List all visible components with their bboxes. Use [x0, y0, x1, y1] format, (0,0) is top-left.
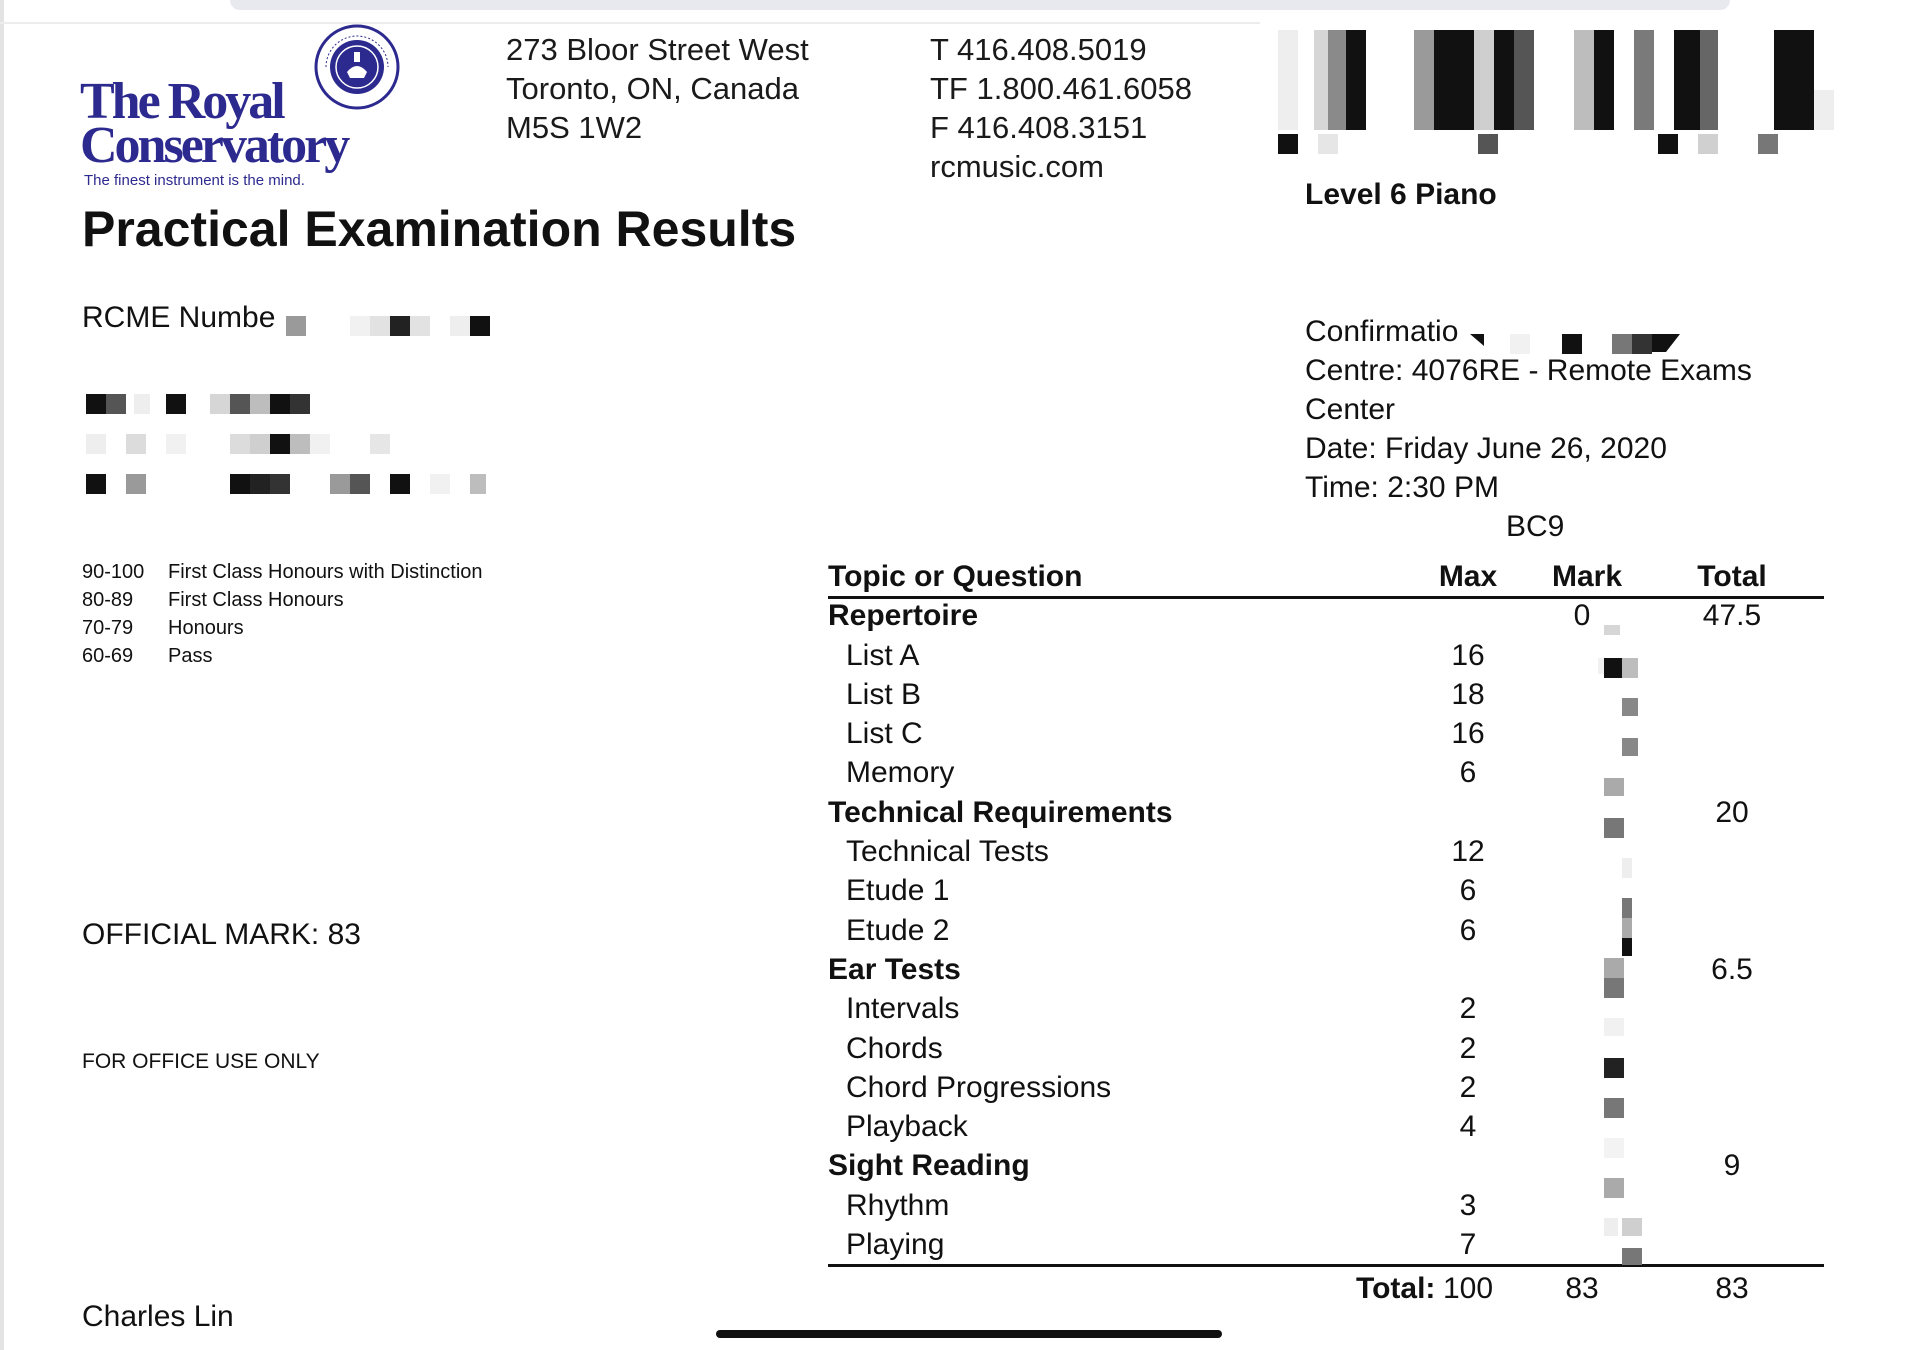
header-total: Total: [1697, 560, 1767, 593]
redacted-marks-column: [1598, 625, 1646, 1265]
redacted-confirmation-number: [1470, 330, 1690, 361]
table-header-rule: [828, 596, 1824, 599]
grade-scale-row: 60-69 Pass: [82, 645, 213, 667]
total-label: Total:: [1356, 1272, 1436, 1305]
header-topic: Topic or Question: [828, 560, 1083, 593]
total-total: 83: [1715, 1272, 1749, 1305]
header-max: Max: [1438, 560, 1498, 593]
table-row: Chords 2: [846, 1031, 1477, 1065]
total-mark: 83: [1565, 1272, 1599, 1305]
table-row: Etude 1 6: [846, 874, 1477, 908]
exam-date: Date: Friday June 26, 2020: [1305, 432, 1667, 465]
centre-line: Centre: 4076RE - Remote Exams: [1305, 354, 1752, 387]
office-use-label: FOR OFFICE USE ONLY: [82, 1050, 320, 1073]
redacted-candidate-address: [86, 394, 486, 505]
table-row: Playback 4: [846, 1110, 1477, 1144]
grade-scale: [82, 558, 483, 670]
results-table: [828, 557, 1824, 1264]
total-max: 100: [1442, 1272, 1494, 1305]
table-footer-rule: [828, 1264, 1824, 1267]
table-row-section: Sight Reading 9: [828, 1149, 1741, 1183]
rcme-number-label: RCME Numbe: [82, 301, 276, 334]
table-row: Etude 2 6: [846, 913, 1477, 947]
redacted-rcme-number: [286, 312, 496, 341]
table-row: List B 18: [846, 677, 1485, 711]
address-line: M5S 1W2: [506, 110, 643, 145]
table-row: List A 16: [846, 638, 1485, 672]
address-line: Toronto, ON, Canada: [506, 71, 799, 106]
contact-info: [930, 30, 1192, 186]
phone-line: T 416.408.5019: [930, 32, 1147, 67]
toll-free-line: TF 1.800.461.6058: [930, 71, 1192, 106]
table-row: Playing 7: [846, 1228, 1477, 1262]
header-mark: Mark: [1552, 560, 1623, 593]
page-edge-top: [0, 22, 1260, 24]
redacted-barcode: [1278, 26, 1848, 154]
table-row: Intervals 2: [846, 992, 1477, 1026]
table-row: Chord Progressions 2: [846, 1070, 1477, 1104]
exam-code: BC9: [1506, 510, 1565, 543]
centre-line-continued: Center: [1305, 393, 1396, 426]
table-row-section: Ear Tests 6.5: [828, 952, 1753, 986]
table-row: Technical Tests 12: [846, 835, 1485, 869]
official-mark: OFFICIAL MARK: 83: [82, 918, 361, 951]
confirmation-label: Confirmatio: [1305, 315, 1459, 348]
top-bar: [230, 0, 1730, 10]
mailing-address: [506, 30, 809, 147]
grade-scale-row: 90-100 First Class Honours with Distinction: [82, 561, 483, 583]
table-row-section: Technical Requirements 20: [828, 795, 1749, 829]
organization-name: The Royal Conservatory: [80, 73, 348, 174]
table-row: Rhythm 3: [846, 1188, 1477, 1222]
website-line: rcmusic.com: [930, 149, 1104, 184]
page-edge: [0, 0, 4, 1350]
grade-scale-row: 80-89 First Class Honours: [82, 589, 344, 611]
grade-scale-row: 70-79 Honours: [82, 617, 244, 639]
home-indicator: [716, 1330, 1222, 1338]
exam-time: Time: 2:30 PM: [1305, 471, 1499, 504]
exam-level: Level 6 Piano: [1305, 178, 1497, 211]
address-line: 273 Bloor Street West: [506, 32, 809, 67]
table-header-row: [828, 557, 1824, 596]
candidate-name: Charles Lin: [82, 1300, 234, 1333]
page-title: Practical Examination Results: [82, 201, 797, 257]
table-row: Memory 6: [846, 756, 1477, 790]
table-row: List C 16: [846, 717, 1485, 751]
table-row-section: Repertoire 0 47.5: [828, 599, 1762, 633]
organization-tagline: The finest instrument is the mind.: [84, 172, 305, 189]
fax-line: F 416.408.3151: [930, 110, 1148, 145]
